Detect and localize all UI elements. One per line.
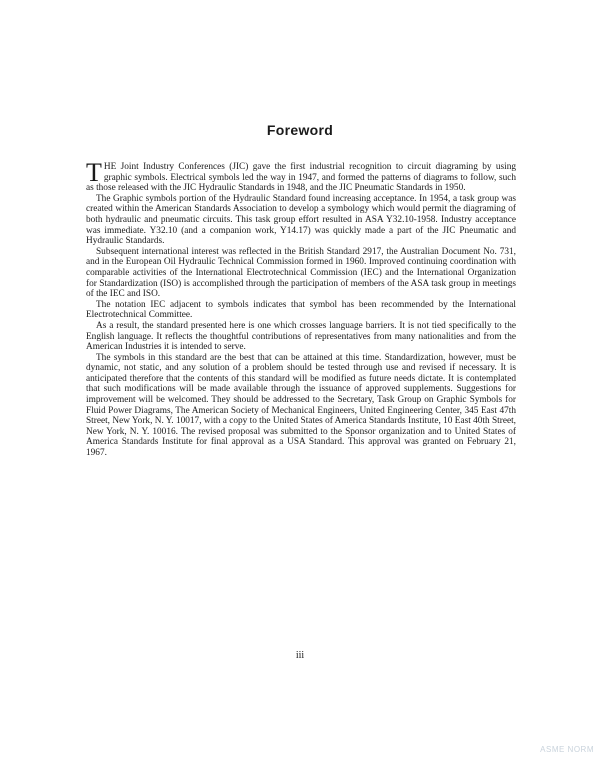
paragraph-jic-history (86, 158, 516, 194)
paragraph-standardization: The symbols in this standard are the best that can be attained at this time. Standardization, however, must be dynamic, not static, and any solution of a problem should be tested through use and revised if necessary. It is anticipated therefore that the contents of this standard will be modified as future needs dictate. It is contemplated that such modifications will be made available through the issuance of approved supplements. Suggestions for improvement will be welcomed. They should be addressed to the Secretary, Task Group on Graphic Symbols for Fluid Power Diagrams, The American Society of Mechanical Engineers, United Engineering Center, 345 East 47th Street, New York, N. Y. 10017, with a copy to the United States of America Standards Institute, 10 East 40th Street, New York, N. Y. 10016. The revised proposal was submitted to the Sponsor organization and to United States of America Standards Institute for final approval as a USA Standard. This approval was granted on February 21, 1967. (86, 352, 516, 459)
watermark: ASME NORM (540, 745, 594, 754)
paragraph-text: HE Joint Industry Conferences (JIC) gave the first industrial recognition to circuit diagraming by using graphic symbols. Electrical symbols led the way in 1947, and formed the patterns of diagrams to follow, such as those released with the JIC Hydraulic Standards in 1948, and the JIC Pneumatic Standards in 1950. (86, 162, 516, 194)
page-number: iii (295, 650, 305, 661)
paragraph-iec-notation: The notation IEC adjacent to symbols indicates that symbol has been recommended by the International Electrotechnical Committee. (86, 299, 516, 321)
paragraph-international-interest: Subsequent international interest was reflected in the British Standard 2917, the Australian Document No. 731, and in the European Oil Hydraulic Technical Commission formed in 1960. Improved continuing coordination with comparable activities of the International Electrotechnical Commission (IEC) and the International Organization for Standardization (ISO) is accomplished through the participation of members of the ASA task group in meetings of the IEC and ISO. (86, 246, 516, 300)
page-title: Foreword (266, 122, 334, 138)
foreword-body (86, 158, 516, 459)
paragraph-language-barriers: As a result, the standard presented here is one which crosses language barriers. It is not tied specifically to the English language. It reflects the thoughtful contributions of representatives from many nationalities and from the American Industries it is intended to serve. (86, 320, 516, 353)
paragraph-asa-task-group: The Graphic symbols portion of the Hydraulic Standard found increasing acceptance. In 1954, a task group was created within the American Standards Association to develop a symbology which would permit the diagraming of both hydraulic and pneumatic circuits. This task group effort resulted in ASA Y32.10-1958. Industry acceptance was immediate. Y32.10 (and a companion work, Y14.17) was quickly made a part of the JIC Pneumatic and Hydraulic Standards. (86, 193, 516, 247)
drop-cap: T (86, 158, 102, 187)
